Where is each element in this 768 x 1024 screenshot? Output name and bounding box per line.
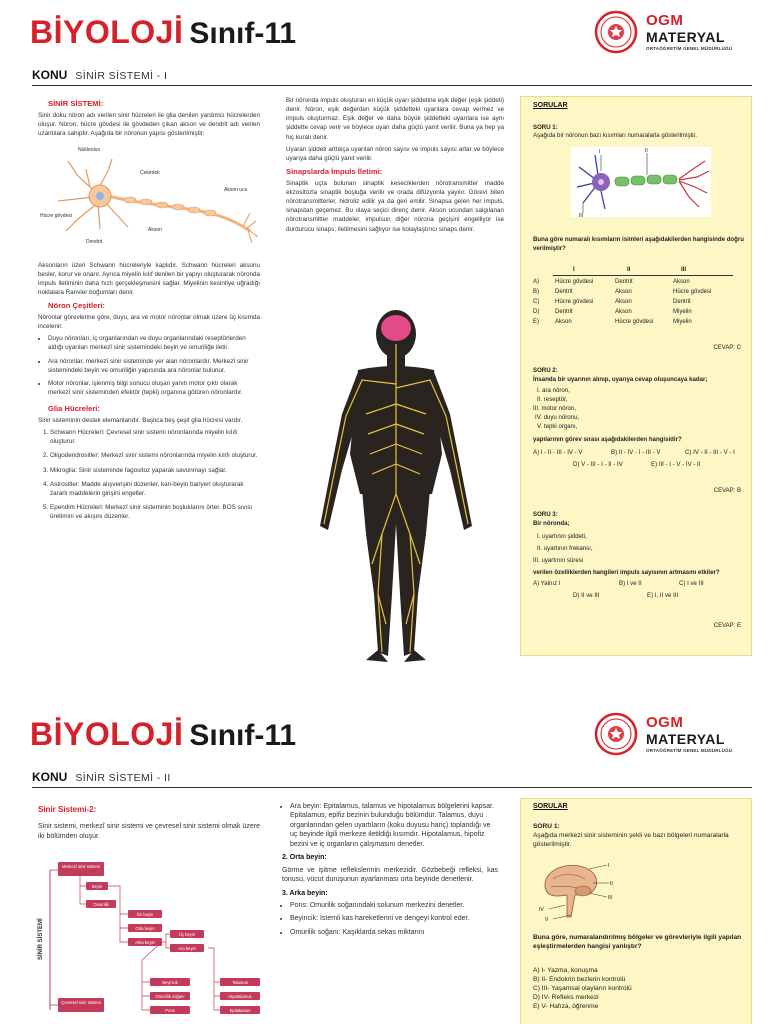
list-item: • Pons: Omurilik soğanındaki solunum merkezini denetler. [290,901,498,910]
list-item: • Duyu nöronları, iç organlarından ve duyu organlarındaki reseptörlerden aldığı uyarıları merkezî sinir sistemindeki beyin ve omuriliğe iletir. [48,334,260,352]
brain-mark-5: V [545,917,549,921]
option-cell: Akson [615,299,632,305]
questions-heading: SORULAR [533,803,568,810]
q3-item: II. uyartının frekansı, [537,545,593,552]
paragraph: Bir nöronda impuls oluşturan en küçük uyarı şiddetine eşik değer (eşik şiddeti) denir. Nöron, eşik değerden küçük şiddetteki uyarılara cevap vermez ve impuls oluşturmaz. Eşik değer ve daha büyük şiddetteki uyarılara ise aynı şiddette cevap verir ve böylece uyarı daha güçlü yanıt verilir. Buna ya hep ya hiç kuralı denir. [286,97,504,141]
q3-ask: verilen özelliklerden hangileri impuls sayısının artmasını etkiler? [533,569,720,576]
q3-answer: CEVAP: E [713,623,741,629]
glia-list [50,428,260,521]
q1-title: SORU 1: [533,823,560,830]
q3-prompt: Bir nöronda; [533,520,570,527]
brain-mark-3: III [608,895,613,901]
node-pons: Pons [165,1008,175,1013]
list-item: 2. Oligodendrositler: Merkezî sinir sistemi nöronlarında miyelin kılıfı oluşturur. [50,451,260,460]
topic-label: KONU [32,68,68,82]
title-grade: Sınıf-11 [189,719,297,752]
list-item: 5. Ependim Hücreleri: Merkezî sinir sisteminin boşluklarını örter. BOS sıvısı üretimini ve akışını düzenler. [50,503,260,521]
nervous-system-figure [296,304,496,674]
option-cell: Hücre gövdesi [615,319,654,325]
q3-option-c[interactable]: C) I ve III [679,580,704,587]
q3-option-d[interactable]: D) II ve III [573,592,600,599]
col-header: I [573,267,575,273]
node-css: Çevresel sinir sistemi [61,1000,101,1005]
logo-sub: ORTAÖĞRETİM GENEL MÜDÜRLÜĞÜ [646,748,733,753]
list-item: • Ara nöronlar, merkezî sinir sisteminde yer alan nöronlardır. Merkezî sinir sistemindeki beyin ve omuriliğin yapısında ara nöronlar bulunur. [48,357,260,375]
node-beyincik: Beyincik [162,980,178,985]
list-item: • Motor nöronlar, işlenmiş bilgi sonucu oluşan yanıtı motor çıktı olarak merkezî sinir sisteminden efektör (tepki) organına götüren nöronlardır. [48,379,260,397]
node-beyin: Beyin [91,884,103,889]
q1-option-a[interactable]: A) I- Yazma, konuşma [533,967,598,974]
q1-brain-image [535,857,615,921]
paragraph: Aksonların üzeri Schwann hücreleriyle kaplıdır. Schwann hücreleri aksonu besler, korur ve onarır. Ayrıca miyelin kılıf denilen bir yapıyı oluşturarak nöronda impuls iletiminin daha hızlı gerçekleşmesini sağlar. Miyelinin kesintiye uğradığı noktalara Ranvier boğumları denir. [38,261,260,296]
brain-parts-list [290,802,498,849]
page-title [30,14,296,62]
node-orta-beyin: Orta beyin [135,926,155,931]
ogm-logo [594,10,744,56]
option-cell: Dentrit [555,309,573,315]
subheading: 2. Orta beyin: [282,854,327,862]
column-1 [38,802,260,845]
option-key: E) [533,319,539,325]
list-item: 1. Schwann Hücreleri: Çevresel sinir sistemi nöronlarında miyelin kılıfı oluşturur. [50,428,260,446]
paragraph: Görme ve işitme reflekslerinin merkezidir. Gözbebeği refleksi, kas tonusu, vücut duruşunun ayarlanması orta beyinde denetlenir. [282,866,498,884]
q2-option-e[interactable]: E) III - I - V - IV - II [651,461,701,468]
q1-option-e[interactable]: E) V- Hafıza, öğrenme [533,1003,599,1010]
q2-item: I. ara nöron, [537,387,570,394]
list-item: • Beyincik: İstemli kas hareketlerini ve dengeyi kontrol eder. [290,914,498,923]
col-header: II [627,267,631,273]
q3-option-a[interactable]: A) Yalnız I [533,580,561,587]
q3-option-b[interactable]: B) I ve II [619,580,642,587]
node-epitalamus: Epitalamus [229,1008,251,1013]
option-cell: Akson [673,279,690,285]
list-item: • Ara beyin: Epitalamus, talamus ve hipotalamus bölgelerini kapsar. Epitalamus, epifiz bezinin bulunduğu bölümdür. Talamus, duyu organlarından gelen uyartıların (koku duyusu hariç) toplandığı ve uç beyinde ilgili merkeze iletildiği kısımdır. Hipotalamus, hipofiz bezini ve iç organların çalışmasını denetler. [290,802,498,849]
paragraph: Sinir sisteminin destek elemanlarıdır. Başlıca beş çeşit glia hücresi vardır. [38,417,243,424]
paragraph: Sinir doku nöron adı verilen sinir hücreleri ile glia denilen yardımcı hücrelerden oluşur. Nöron, hücre gövdesi ile gövdeden çıkan akson ve dendrit adı verilen uzantılara sahiptir. Aşağıda bir nöronun yapısı gösterilmiştir: [38,112,260,138]
q1-option-d[interactable]: D) IV- Refleks merkezi [533,994,599,1001]
q2-option-d[interactable]: D) V - III - I - II - IV [573,461,623,468]
q1-text: Aşağıda merkezi sinir sisteminin şekli ve bazı bölgeleri numaralarla gösterilmiştir. [533,832,729,848]
label-dendrite: Dendrit [86,239,103,246]
topic-value: SİNİR SİSTEMİ - II [75,772,171,784]
subheading: 3. Arka beyin: [282,889,328,897]
paragraph: Uyaran şiddeti arttıkça uyarılan nöron sayısı ve impuls sayısı artar ve böylece uyarıya daha güçlü yanıt verilir. [286,145,504,162]
q2-ask: yapılarının görev sırası aşağıdakilerden hangisidir? [533,436,682,443]
q2-item: III. motor nöron, [533,405,577,412]
option-cell: Hücre gövdesi [555,279,594,285]
q1-prompt: Buna göre, numaralandırılmış bölgeler ve görevleriyle ilgili yapılan eşleştirmelerden hangisi yanlıştır? [533,934,742,951]
topic-label: KONU [32,770,68,784]
diagram-root-label: SİNİR SİSTEMİ [38,918,44,960]
page-title [30,716,296,764]
col-header: III [681,267,687,273]
label-axon: Akson [148,227,162,234]
q1-prompt: Buna göre numaralı kısımların isimleri aşağıdakilerden hangisinde doğru verilmiştir? [533,236,744,253]
node-on-beyin: Ön beyin [136,912,154,917]
option-cell: Dentrit [673,299,691,305]
q1-option-d[interactable] [533,309,733,318]
option-cell: Dentrit [615,279,633,285]
topic-bar [32,768,752,788]
label-axon-terminal: Akson ucu [224,187,248,194]
brain-mark-1: I [608,863,610,869]
q3-item: III. uyartının süresi [533,557,584,564]
q1-mark-2: II [645,148,648,154]
node-sogan: Omurilik soğanı [155,994,185,999]
paragraph: Sinir sistemi, merkezî sinir sistemi ve çevresel sinir sistemi olmak üzere iki bölümden oluşur. [38,822,260,840]
q1-option-b[interactable] [533,289,733,298]
logo-sub: ORTAÖĞRETİM GENEL MÜDÜRLÜĞÜ [646,46,733,51]
section-heading: Glia Hücreleri: [48,404,100,413]
option-cell: Miyelin [673,309,692,315]
q1-mark-1: I [599,149,601,155]
label-nucleus: Çekirdek [140,170,160,177]
node-omurilik: Omurilik [93,902,109,907]
section-heading: SİNİR SİSTEMİ: [48,99,104,108]
q2-item: V. tepki organı, [537,423,578,430]
list-item: 4. Astrositler: Madde alışverişini düzenler, kan-beyin bariyeri oluşturarak zararlı maddelerin girişini engeller. [50,480,260,498]
option-key: D) [533,309,540,315]
option-cell: Miyelin [673,319,692,325]
logo-ogm: OGM [646,714,684,731]
logo-materyal: MATERYAL [646,29,725,45]
ogm-logo [594,712,744,758]
option-cell: Akson [555,319,572,325]
node-talamus: Talamus [232,980,248,985]
questions-panel [520,798,752,1024]
option-cell: Hücre gövdesi [555,299,594,305]
brain-mark-4: IV [539,907,544,913]
meb-seal-icon [594,712,638,756]
q2-option-b[interactable]: B) II - IV - I - III - V [611,449,661,456]
section-heading: Sinapslarda İmpuls İletimi: [286,166,383,176]
option-key: B) [533,289,539,295]
q1-option-c[interactable] [533,299,733,308]
divider [553,275,733,276]
logo-materyal: MATERYAL [646,731,725,747]
q1-option-a[interactable] [533,279,733,288]
q2-option-a[interactable]: A) I - II - III - IV - V [533,449,583,456]
q3-option-e[interactable]: E) I, II ve III [647,592,679,599]
q1-mark-3: III [579,213,584,217]
q2-item: IV. duyu nöronu, [535,414,580,421]
page-2 [0,702,768,1024]
option-cell: Akson [615,289,632,295]
topic-value: SİNİR SİSTEMİ - I [75,70,168,82]
option-key: C) [533,299,540,305]
column-2 [286,96,504,237]
node-uc-beyin: Üç beyin [178,932,196,937]
q3-item: I. uyartının şiddeti, [537,533,587,540]
option-key: A) [533,279,539,285]
q1-neuron-image [571,147,711,217]
paragraph: Nöronlar görevlerine göre, duyu, ara ve motor nöronlar olmak üzere üç kısımda incelenir. [38,314,260,331]
node-mss: Merkezî sinir sistemi [62,864,100,869]
q1-text: Aşağıda bir nöronun bazı kısımları numaralarla gösterilmiştir. [533,132,697,139]
label-cell-body: Hücre gövdesi [40,213,72,220]
q2-prompt: İnsanda bir uyarının alınıp, uyarıya cevap oluşuncaya kadar; [533,376,708,383]
section-heading: Sinir Sistemi-2: [38,805,97,814]
topic-bar [32,66,752,86]
q2-item: II. reseptör, [537,396,568,403]
q2-title: SORU 2: [533,367,558,374]
node-arka-beyin: Arka beyin [135,940,155,945]
neuron-diagram [38,141,260,251]
questions-heading: SORULAR [533,102,568,109]
column-2 [282,802,498,941]
column-1 [38,96,260,526]
list-item: • Omurilik soğanı: Kaşıklarda sekas miktarını [290,928,498,937]
q1-option-c[interactable]: C) III- Yaşamsal olayların kontrolü [533,985,632,992]
node-hipotalamus: Hipotalamus [228,994,252,999]
label-nucleolus: Nükleolus [78,147,100,154]
node-ara-beyin: Ara beyin [178,946,196,951]
q1-option-e[interactable] [533,319,733,328]
list-item: 3. Mikroglia: Sinir sisteminde fagositoz yaparak savunmayı sağlar. [50,466,260,475]
title-grade: Sınıf-11 [189,17,297,50]
title-subject: BİYOLOJİ [30,716,184,752]
meb-seal-icon [594,10,638,54]
title-subject: BİYOLOJİ [30,14,184,50]
q1-answer: CEVAP: C [713,345,741,351]
nervous-system-diagram [30,860,270,1024]
brain-mark-2: II [610,881,613,887]
q3-title: SORU 3: [533,511,558,518]
paragraph: Sinaptik uçta bulunan sinaptik keseciklerden nörotransmitter madde ekzositozla sinaptik boşluğa verilir ve orada difüzyonla yayılır. Görevi biten nörotransmitterler, hidroliz edilir ya da geri emilir. Sinapsa gelen her impuls, sinapstan geçemez. Bu olaya seçici direnç denir. Akson ucundan salgılanan nörotransmitter maddeler, impulsun diğer nörona geçişini engelliyor ise durdurucu sinaps; iletilmesini sağlıyor ise kolaylaştırıcı sinaps denir. [286,179,504,233]
section-heading: Nöron Çeşitleri: [48,301,105,310]
q1-option-b[interactable]: B) II- Endokrin bezlerin kontrolü [533,976,626,983]
neuron-type-list [48,334,260,397]
q2-option-c[interactable]: C) IV - II - III - V - I [685,449,735,456]
option-cell: Hücre gövdesi [673,289,712,295]
questions-panel [520,96,752,656]
logo-ogm: OGM [646,12,684,29]
option-cell: Akson [615,309,632,315]
q2-answer: CEVAP: B [713,488,741,494]
option-cell: Dentrit [555,289,573,295]
hindbrain-list [290,901,498,937]
q1-title: SORU 1: [533,124,558,131]
